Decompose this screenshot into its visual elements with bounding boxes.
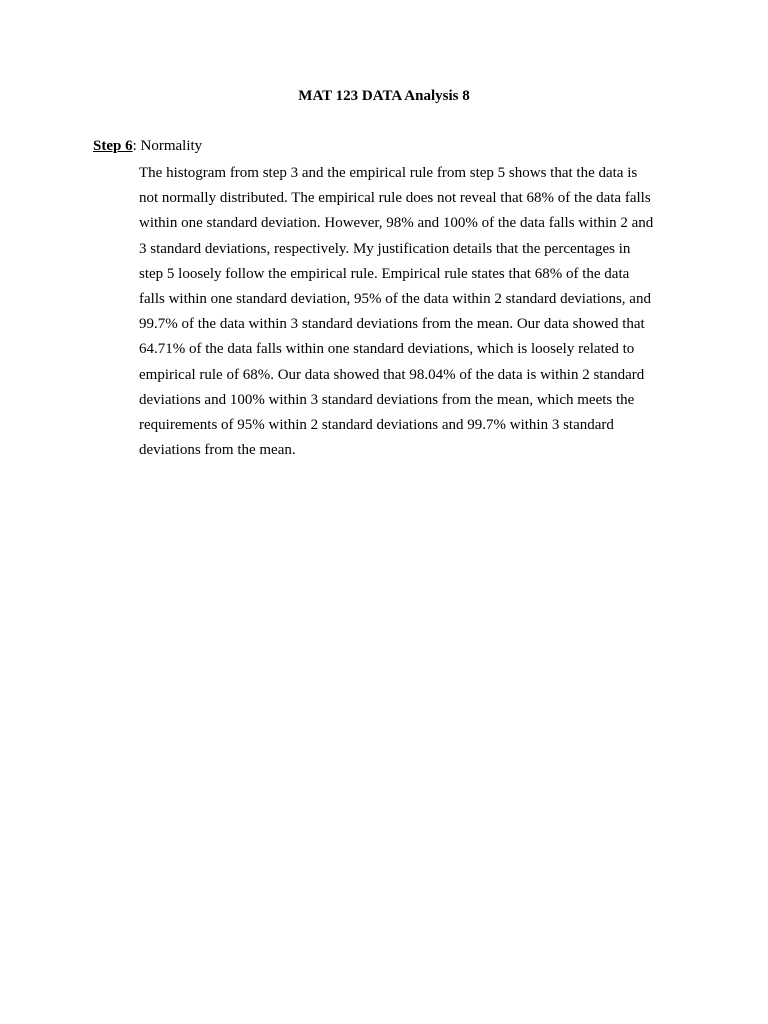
paragraph-line: 3 standard deviations, respectively. My justification details that the percentages in <box>139 240 631 257</box>
paragraph-line: step 5 loosely follow the empirical rule. Empirical rule states that 68% of the data <box>139 265 630 282</box>
step-topic: Normality <box>140 138 203 154</box>
paragraph-line: not normally distributed. The empirical rule does not reveal that 68% of the data falls <box>139 190 651 207</box>
paragraph-line: The histogram from step 3 and the empirical rule from step 5 shows that the data is <box>139 165 638 181</box>
paragraph-line: 99.7% of the data within 3 standard deviations from the mean. Our data showed that <box>139 316 645 333</box>
body-paragraph <box>139 161 679 463</box>
step-heading <box>93 136 202 156</box>
paragraph-line: within one standard deviation. However, 98% and 100% of the data falls within 2 and <box>139 215 654 232</box>
document-title: MAT 123 DATA Analysis 8 <box>298 88 470 104</box>
paragraph-line: requirements of 95% within 2 standard deviations and 99.7% within 3 standard <box>139 417 614 434</box>
paragraph-line: empirical rule of 68%. Our data showed that 98.04% of the data is within 2 standard <box>139 366 645 383</box>
paragraph-line: falls within one standard deviation, 95% of the data within 2 standard deviations, and <box>139 291 651 308</box>
step-label: Step 6 <box>93 138 133 154</box>
paragraph-line: 64.71% of the data falls within one standard deviations, which is loosely related to <box>139 341 635 358</box>
paragraph-line: deviations from the mean. <box>139 442 296 459</box>
paragraph-line: deviations and 100% within 3 standard deviations from the mean, which meets the <box>139 391 635 408</box>
step-separator: : <box>132 138 141 154</box>
